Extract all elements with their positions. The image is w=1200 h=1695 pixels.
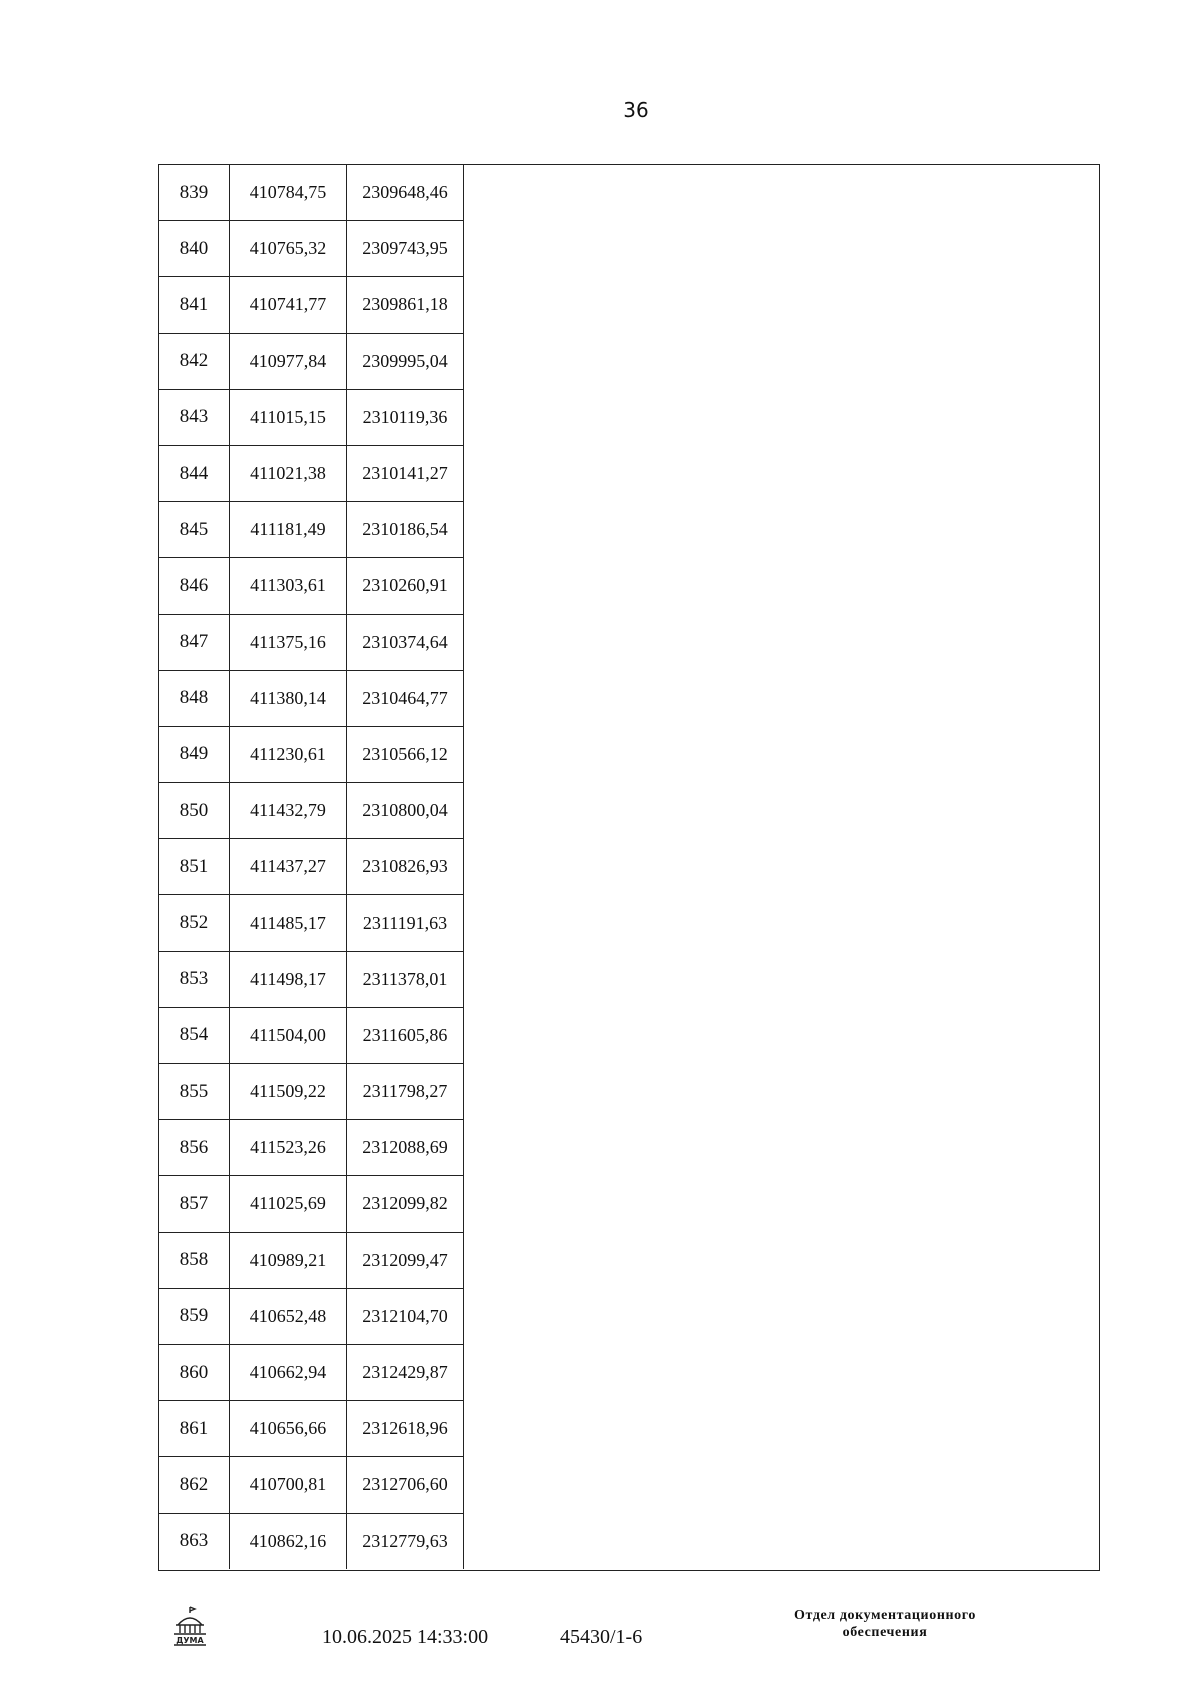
y-coordinate-cell: 2310260,91	[347, 558, 464, 614]
point-number-cell: 859	[159, 1288, 230, 1344]
y-coordinate-cell: 2312618,96	[347, 1401, 464, 1457]
y-coordinate-cell: 2309995,04	[347, 333, 464, 389]
footer-department-line1: Отдел документационного	[794, 1608, 976, 1623]
y-coordinate-cell: 2312104,70	[347, 1288, 464, 1344]
x-coordinate-cell: 411498,17	[230, 951, 347, 1007]
x-coordinate-cell: 411230,61	[230, 726, 347, 782]
point-number-cell: 853	[159, 951, 230, 1007]
point-number-cell: 849	[159, 726, 230, 782]
table-row	[159, 1344, 464, 1400]
point-number-cell: 857	[159, 1176, 230, 1232]
y-coordinate-cell: 2312429,87	[347, 1344, 464, 1400]
page-number: 36	[623, 98, 649, 122]
table-row	[159, 1176, 464, 1232]
table-row	[159, 839, 464, 895]
table-row	[159, 558, 464, 614]
x-coordinate-cell: 411432,79	[230, 783, 347, 839]
x-coordinate-cell: 411021,38	[230, 445, 347, 501]
point-number-cell: 840	[159, 221, 230, 277]
y-coordinate-cell: 2311378,01	[347, 951, 464, 1007]
point-number-cell: 854	[159, 1007, 230, 1063]
point-number-cell: 851	[159, 839, 230, 895]
y-coordinate-cell: 2310800,04	[347, 783, 464, 839]
y-coordinate-cell: 2310119,36	[347, 389, 464, 445]
x-coordinate-cell: 410656,66	[230, 1401, 347, 1457]
x-coordinate-cell: 410700,81	[230, 1457, 347, 1513]
table-row	[159, 1120, 464, 1176]
point-number-cell: 858	[159, 1232, 230, 1288]
footer-datetime: 10.06.2025 14:33:00	[322, 1626, 489, 1648]
table-row	[159, 783, 464, 839]
x-coordinate-cell: 410977,84	[230, 333, 347, 389]
table-row	[159, 389, 464, 445]
table-row	[159, 277, 464, 333]
table-row	[159, 1457, 464, 1513]
table-row	[159, 895, 464, 951]
y-coordinate-cell: 2310374,64	[347, 614, 464, 670]
y-coordinate-cell: 2310464,77	[347, 670, 464, 726]
point-number-cell: 861	[159, 1401, 230, 1457]
y-coordinate-cell: 2312706,60	[347, 1457, 464, 1513]
table-row	[159, 165, 464, 221]
y-coordinate-cell: 2312088,69	[347, 1120, 464, 1176]
y-coordinate-cell: 2309648,46	[347, 165, 464, 221]
x-coordinate-cell: 411523,26	[230, 1120, 347, 1176]
table-row	[159, 502, 464, 558]
point-number-cell: 845	[159, 502, 230, 558]
y-coordinate-cell: 2312099,82	[347, 1176, 464, 1232]
point-number-cell: 856	[159, 1120, 230, 1176]
point-number-cell: 841	[159, 277, 230, 333]
table-row	[159, 1007, 464, 1063]
x-coordinate-cell: 410652,48	[230, 1288, 347, 1344]
table-row	[159, 1401, 464, 1457]
point-number-cell: 852	[159, 895, 230, 951]
y-coordinate-cell: 2309861,18	[347, 277, 464, 333]
coordinates-table	[159, 165, 464, 1569]
table-row	[159, 445, 464, 501]
table-row	[159, 726, 464, 782]
table-row	[159, 333, 464, 389]
y-coordinate-cell: 2312099,47	[347, 1232, 464, 1288]
y-coordinate-cell: 2310566,12	[347, 726, 464, 782]
point-number-cell: 842	[159, 333, 230, 389]
point-number-cell: 862	[159, 1457, 230, 1513]
x-coordinate-cell: 410765,32	[230, 221, 347, 277]
table-row	[159, 951, 464, 1007]
x-coordinate-cell: 411181,49	[230, 502, 347, 558]
y-coordinate-cell: 2310826,93	[347, 839, 464, 895]
y-coordinate-cell: 2310186,54	[347, 502, 464, 558]
table-row	[159, 1513, 464, 1569]
table-row	[159, 1064, 464, 1120]
point-number-cell: 846	[159, 558, 230, 614]
table-row	[159, 614, 464, 670]
footer-department-line2: обеспечения	[842, 1625, 928, 1640]
x-coordinate-cell: 411509,22	[230, 1064, 347, 1120]
x-coordinate-cell: 411380,14	[230, 670, 347, 726]
footer-reg-number: 45430/1-6	[560, 1626, 643, 1648]
y-coordinate-cell: 2311605,86	[347, 1007, 464, 1063]
duma-logo-icon	[170, 1605, 210, 1647]
point-number-cell: 850	[159, 783, 230, 839]
x-coordinate-cell: 410784,75	[230, 165, 347, 221]
point-number-cell: 847	[159, 614, 230, 670]
x-coordinate-cell: 411303,61	[230, 558, 347, 614]
table-row	[159, 1288, 464, 1344]
point-number-cell: 843	[159, 389, 230, 445]
table-row	[159, 1232, 464, 1288]
point-number-cell: 855	[159, 1064, 230, 1120]
y-coordinate-cell: 2312779,63	[347, 1513, 464, 1569]
footer-department	[720, 1607, 1050, 1641]
point-number-cell: 863	[159, 1513, 230, 1569]
x-coordinate-cell: 411025,69	[230, 1176, 347, 1232]
x-coordinate-cell: 411015,15	[230, 389, 347, 445]
point-number-cell: 848	[159, 670, 230, 726]
point-number-cell: 839	[159, 165, 230, 221]
x-coordinate-cell: 411504,00	[230, 1007, 347, 1063]
table-row	[159, 221, 464, 277]
x-coordinate-cell: 410989,21	[230, 1232, 347, 1288]
coordinates-table-frame	[158, 164, 1100, 1571]
x-coordinate-cell: 411375,16	[230, 614, 347, 670]
x-coordinate-cell: 410862,16	[230, 1513, 347, 1569]
x-coordinate-cell: 410662,94	[230, 1344, 347, 1400]
y-coordinate-cell: 2310141,27	[347, 445, 464, 501]
x-coordinate-cell: 410741,77	[230, 277, 347, 333]
point-number-cell: 860	[159, 1344, 230, 1400]
point-number-cell: 844	[159, 445, 230, 501]
table-row	[159, 670, 464, 726]
y-coordinate-cell: 2311798,27	[347, 1064, 464, 1120]
x-coordinate-cell: 411485,17	[230, 895, 347, 951]
x-coordinate-cell: 411437,27	[230, 839, 347, 895]
y-coordinate-cell: 2311191,63	[347, 895, 464, 951]
y-coordinate-cell: 2309743,95	[347, 221, 464, 277]
svg-text:ДУМА: ДУМА	[176, 1636, 204, 1645]
